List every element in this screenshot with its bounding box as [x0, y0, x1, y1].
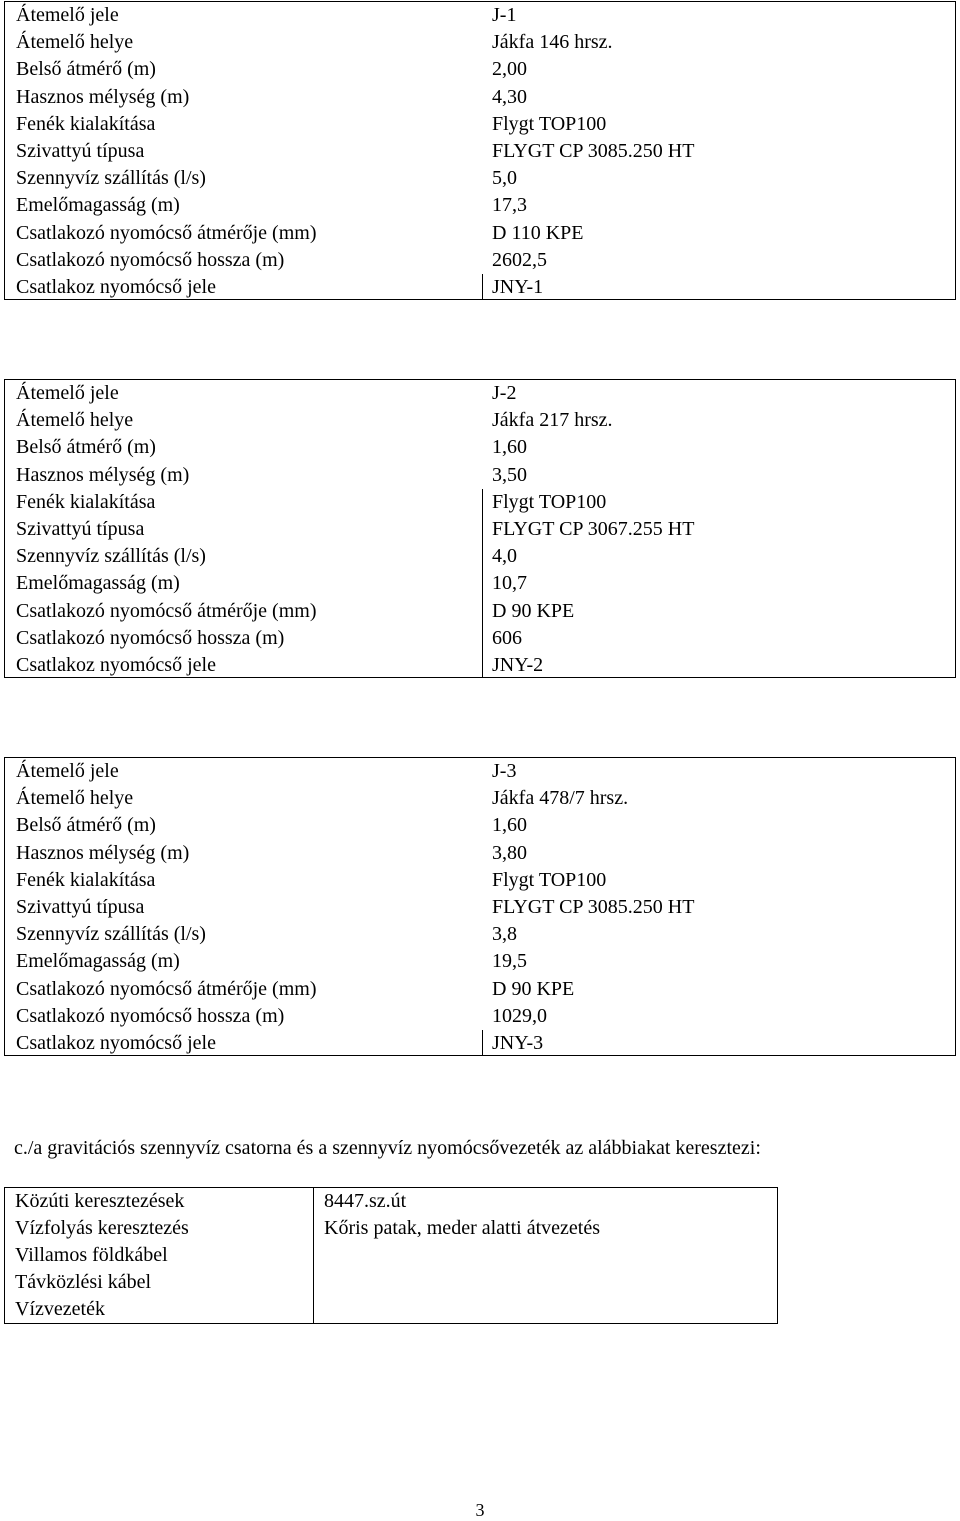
row-label: Csatlakozó nyomócső átmérője (mm)	[16, 599, 317, 622]
row-label: Átemelő jele	[16, 382, 119, 404]
row-label: Csatlakozó nyomócső átmérője (mm)	[16, 977, 317, 1000]
row-value: J-3	[492, 760, 517, 782]
row-label: Átemelő jele	[16, 4, 119, 26]
table-row	[5, 598, 955, 625]
row-value: JNY-2	[492, 653, 544, 676]
row-value: Jákfa 217 hrsz.	[492, 409, 613, 432]
table-row	[5, 380, 955, 407]
table-row	[5, 220, 955, 247]
table-row	[5, 462, 955, 489]
row-value: Flygt TOP100	[492, 868, 607, 891]
row-value: 2602,5	[492, 248, 547, 271]
row-value: 17,3	[492, 194, 527, 217]
row-label: Szivattyú típusa	[16, 139, 145, 162]
row-label: Átemelő helye	[16, 31, 134, 54]
row-label: Hasznos mélység (m)	[16, 841, 190, 864]
table-row	[5, 1296, 778, 1324]
row-label: Szennyvíz szállítás (l/s)	[16, 923, 206, 946]
row-value: Jákfa 146 hrsz.	[492, 31, 613, 54]
row-value: 3,50	[492, 463, 527, 486]
row-label: Belső átmérő (m)	[16, 436, 156, 459]
row-value: 1,60	[492, 814, 527, 837]
row-label: Szennyvíz szállítás (l/s)	[16, 545, 206, 568]
table-row	[5, 1188, 778, 1216]
row-value: 1,60	[492, 436, 527, 459]
row-value: D 110 KPE	[492, 221, 584, 244]
table-row	[5, 570, 955, 597]
row-value: 2,00	[492, 58, 527, 81]
row-label: Csatlakoz nyomócső jele	[16, 653, 216, 676]
row-value: 606	[492, 626, 522, 649]
row-value: Jákfa 478/7 hrsz.	[492, 787, 629, 810]
row-label: Fenék kialakítása	[16, 490, 156, 513]
table-row	[5, 1242, 778, 1269]
table-row	[5, 625, 955, 652]
crossing-type: Vízvezeték	[5, 1296, 314, 1324]
row-value: Flygt TOP100	[492, 112, 607, 135]
table-row	[5, 976, 955, 1003]
table-row	[5, 1215, 778, 1242]
row-label: Csatlakozó nyomócső hossza (m)	[16, 626, 285, 649]
row-value: D 90 KPE	[492, 599, 575, 622]
table-row	[5, 758, 955, 785]
row-value: J-2	[492, 382, 517, 404]
page-number: 3	[475, 1500, 485, 1520]
table-rows	[5, 380, 955, 679]
row-label: Csatlakozó nyomócső hossza (m)	[16, 248, 285, 271]
row-value: 4,0	[492, 545, 517, 568]
table-row	[5, 165, 955, 192]
crossing-type: Villamos földkábel	[5, 1242, 314, 1269]
table-row	[5, 867, 955, 894]
crossings-table	[4, 1187, 778, 1324]
table-row	[5, 1030, 955, 1057]
crossing-type: Távközlési kábel	[5, 1269, 314, 1296]
row-value: D 90 KPE	[492, 977, 575, 1000]
table-row	[5, 921, 955, 948]
row-label: Fenék kialakítása	[16, 868, 156, 891]
row-value: FLYGT CP 3085.250 HT	[492, 895, 695, 918]
table-row	[5, 434, 955, 461]
row-value: FLYGT CP 3067.255 HT	[492, 517, 695, 540]
table-row	[5, 516, 955, 543]
row-value: 19,5	[492, 950, 527, 973]
row-label: Átemelő jele	[16, 760, 119, 782]
table-row	[5, 2, 955, 29]
row-label: Belső átmérő (m)	[16, 58, 156, 81]
pump-table-j2	[4, 379, 956, 678]
row-value: Flygt TOP100	[492, 490, 607, 513]
table-row	[5, 1003, 955, 1030]
crossing-detail: Kőris patak, meder alatti átvezetés	[314, 1215, 778, 1242]
row-value: 5,0	[492, 167, 517, 190]
row-label: Szennyvíz szállítás (l/s)	[16, 167, 206, 190]
table-row	[5, 812, 955, 839]
row-value: JNY-3	[492, 1031, 544, 1054]
pump-table-j3	[4, 757, 956, 1056]
row-label: Fenék kialakítása	[16, 112, 156, 135]
crossing-detail	[314, 1269, 778, 1296]
row-label: Átemelő helye	[16, 787, 134, 810]
table-row	[5, 543, 955, 570]
table-row	[5, 489, 955, 516]
row-label: Hasznos mélység (m)	[16, 85, 190, 108]
row-value: 4,30	[492, 85, 527, 108]
row-label: Szivattyú típusa	[16, 517, 145, 540]
crossing-detail	[314, 1296, 778, 1324]
row-value: 3,8	[492, 923, 517, 946]
table-row	[5, 785, 955, 812]
row-label: Csatlakoz nyomócső jele	[16, 275, 216, 298]
table-rows	[5, 758, 955, 1057]
row-label: Belső átmérő (m)	[16, 814, 156, 837]
table-row	[5, 138, 955, 165]
row-label: Emelőmagasság (m)	[16, 950, 180, 973]
table-row	[5, 407, 955, 434]
row-value: JNY-1	[492, 275, 544, 298]
table-row	[5, 111, 955, 138]
row-value: FLYGT CP 3085.250 HT	[492, 139, 695, 162]
table-row	[5, 894, 955, 921]
table-row	[5, 29, 955, 56]
row-value: 1029,0	[492, 1004, 547, 1027]
row-value: J-1	[492, 4, 517, 26]
row-label: Csatlakozó nyomócső hossza (m)	[16, 1004, 285, 1027]
row-label: Csatlakozó nyomócső átmérője (mm)	[16, 221, 317, 244]
table-row	[5, 1269, 778, 1296]
table-row	[5, 192, 955, 219]
table-row	[5, 84, 955, 111]
row-label: Átemelő helye	[16, 409, 134, 432]
row-label: Emelőmagasság (m)	[16, 194, 180, 217]
table-rows	[5, 2, 955, 301]
table-row	[5, 56, 955, 83]
row-value: 10,7	[492, 572, 527, 595]
crossing-detail: 8447.sz.út	[314, 1188, 778, 1216]
crossing-type: Közúti keresztezések	[5, 1188, 314, 1216]
row-value: 3,80	[492, 841, 527, 864]
row-label: Csatlakoz nyomócső jele	[16, 1031, 216, 1054]
row-label: Emelőmagasság (m)	[16, 572, 180, 595]
table-row	[5, 652, 955, 679]
table-row	[5, 840, 955, 867]
row-label: Szivattyú típusa	[16, 895, 145, 918]
table-row	[5, 247, 955, 274]
table-row	[5, 948, 955, 975]
table-row	[5, 274, 955, 301]
pump-table-j1	[4, 1, 956, 300]
row-label: Hasznos mélység (m)	[16, 463, 190, 486]
crossings-intro: c./a gravitációs szennyvíz csatorna és a szennyvíz nyomócsővezeték az alábbiakat keresztezi:	[14, 1137, 761, 1159]
crossing-detail	[314, 1242, 778, 1269]
crossing-type: Vízfolyás keresztezés	[5, 1215, 314, 1242]
